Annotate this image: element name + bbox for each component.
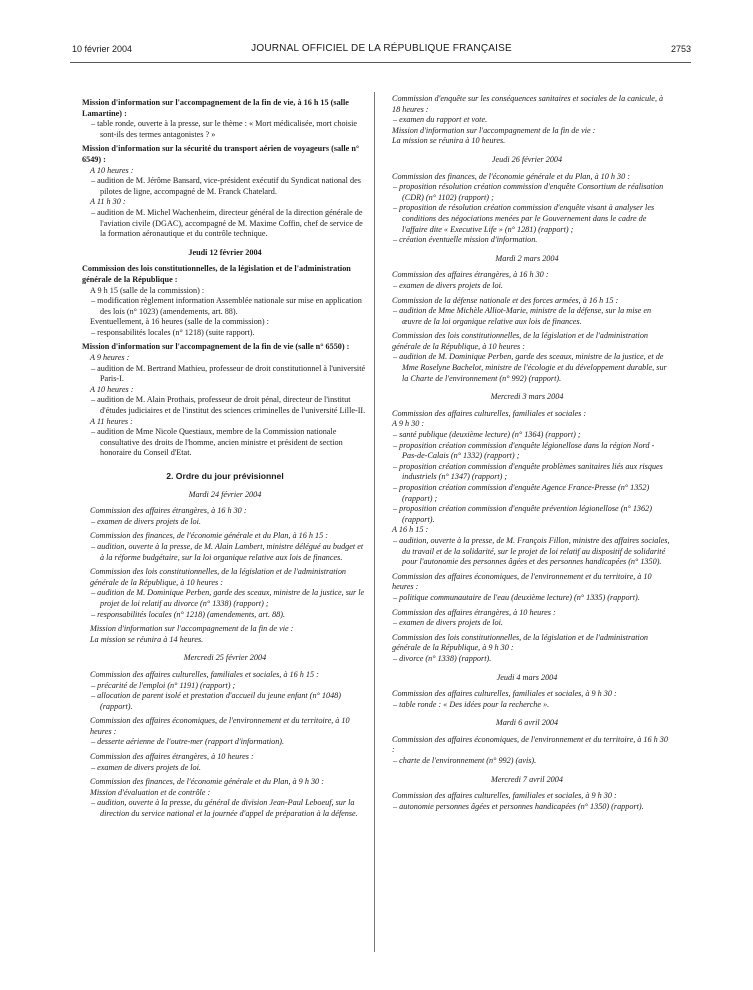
committee-line: Commission des lois constitutionnelles, de la législation et de l'administration générale de la République, à 10 heures : [392, 331, 649, 351]
committee-line: Mission d'information sur l'accompagnement de la fin de vie : [392, 125, 596, 135]
committee-line: Commission des lois constitutionnelles, de la législation et de l'administration générale de la République, à 9 h 30 : [392, 632, 649, 653]
section-heading: 2. Ordre du jour prévisionnel [166, 471, 284, 481]
agenda-item: – modification règlement information Assemblée nationale sur mise en application des lois (n° 1023) (amendements, art. 88). [91, 296, 362, 316]
agenda-item: – allocation de parent isolé et prestation d'accueil du jeune enfant (n° 1048) (rapport). [91, 691, 341, 711]
committee-line: Commission des affaires culturelles, familiales et sociales, à 16 h 15 : [90, 669, 319, 679]
agenda-item: – création éventuelle mission d'information. [393, 235, 538, 245]
committee-line: A 11 h 30 : [90, 197, 126, 207]
committee-line: Commission de la défense nationale et des forces armées, à 16 h 15 : [392, 295, 619, 305]
committee-line: Eventuellement, à 16 heures (salle de la commission) : [90, 317, 269, 327]
date-heading: Mercredi 3 mars 2004 [490, 392, 564, 402]
agenda-item: – proposition résolution création commission d'enquête Consortium de réalisation (CDR) (n° 1102) (rapport) ; [393, 182, 664, 202]
agenda-item: – examen de divers projets de loi. [393, 280, 503, 290]
agenda-item: – audition de M. Dominique Perben, garde des sceaux, ministre de la justice, sur le projet de loi relatif au divorce (n° 1338) (rapport) ; [91, 588, 365, 608]
page-header [72, 44, 691, 58]
column-divider [374, 92, 375, 952]
agenda-item: – santé publique (deuxième lecture) (n° 1364) (rapport) ; [393, 430, 581, 440]
section-title: Mission d'information sur l'accompagnement de la fin de vie (salle n° 6550) : [82, 342, 350, 352]
committee-line: Commission des finances, de l'économie générale et du Plan, à 9 h 30 : [90, 777, 324, 787]
journal-title: JOURNAL OFFICIEL DE LA RÉPUBLIQUE FRANÇAISE [251, 43, 512, 54]
agenda-item: – responsabilités locales (n° 1218) (amendements, art. 88). [91, 609, 285, 619]
agenda-item: – table ronde : « Des idées pour la recherche ». [393, 699, 550, 709]
agenda-item: – divorce (n° 1338) (rapport). [393, 653, 492, 663]
committee-line: A 9 h 15 (salle de la commission) : [90, 285, 205, 295]
date-heading: Jeudi 4 mars 2004 [496, 672, 558, 682]
committee-line: Commission des affaires étrangères, à 10 heures : [90, 752, 254, 762]
page-number: 2753 [670, 44, 691, 54]
committee-line: Mission d'information sur l'accompagnement de la fin de vie : [90, 624, 294, 634]
agenda-item: – politique communautaire de l'eau (deuxième lecture) (n° 1335) (rapport). [393, 592, 640, 602]
agenda-item: – desserte aérienne de l'outre-mer (rapport d'information). [91, 737, 285, 747]
date-heading: Mercredi 25 février 2004 [183, 653, 267, 663]
date-heading: Jeudi 12 février 2004 [188, 247, 262, 257]
agenda-item: – audition de M. Michel Wachenheim, directeur général de la direction générale de l'aviation civile (DGAC), accompagné de M. Maxime Coffin, chef de service de la formation aéronautique et du contrôle technique. [91, 207, 363, 239]
agenda-item: – responsabilités locales (n° 1218) (suite rapport). [91, 327, 255, 337]
agenda-item: – audition de M. Alain Prothais, professeur de droit pénal, directeur de l'institut d'études judiciaires et de l'institut des sciences criminelles de l'université Lille-II. [91, 395, 366, 416]
agenda-item: – proposition création commission d'enquête Agence France-Presse (n° 1352) (rapport) ; [393, 483, 650, 503]
committee-line: Commission des finances, de l'économie générale et du Plan, à 16 h 15 : [90, 531, 329, 541]
date-heading: Mardi 2 mars 2004 [495, 253, 559, 263]
committee-line: Commission des lois constitutionnelles, de la législation et de l'administration générale de la République, à 10 heures : [90, 567, 347, 587]
committee-line: La mission se réunira à 10 heures. [392, 136, 506, 146]
committee-line: A 11 heures : [90, 416, 133, 426]
agenda-item: – proposition création commission d'enquête prévention légionellose (n° 1362) (rapport). [393, 504, 652, 524]
agenda-item: – examen de divers projets de loi. [91, 762, 201, 772]
agenda-item: – proposition création commission d'enquête légionellose dans la région Nord - Pas-de-Calais (n° 1332) (rapport) ; [393, 440, 655, 461]
agenda-item: – charte de l'environnement (n° 992) (avis). [393, 756, 537, 766]
agenda-item: – audition de M. Bertrand Mathieu, professeur de droit constitutionnel à l'université Paris-I. [91, 363, 366, 384]
date-heading: Mercredi 7 avril 2004 [491, 774, 563, 784]
date-heading: Jeudi 26 février 2004 [491, 154, 563, 164]
committee-line: A 16 h 15 : [392, 525, 429, 535]
committee-line: Commission des affaires économiques, de l'environnement et du territoire, à 10 heures : [90, 716, 350, 736]
committee-line: Commission des affaires économiques, de l'environnement et du territoire, à 16 h 30 : [392, 734, 668, 755]
committee-line: Commission des affaires culturelles, familiales et sociales, à 9 h 30 : [392, 689, 617, 699]
agenda-item: – autonomie personnes âgées et personnes handicapées (n° 1350) (rapport). [393, 801, 644, 811]
committee-line: Commission des affaires étrangères, à 10 heures : [392, 607, 556, 617]
section-title: Mission d'information sur l'accompagnement de la fin de vie, à 16 h 15 (salle Lamartine) : [82, 98, 349, 118]
committee-line: Commission des affaires culturelles, familiales et sociales : [392, 408, 587, 418]
committee-line: Commission d'enquête sur les conséquences sanitaires et sociales de la canicule, à 18 heures : [392, 94, 664, 114]
agenda-item: – examen de divers projets de loi. [393, 618, 503, 628]
agenda-item: – table ronde, ouverte à la presse, sur le thème : « Mort médicalisée, mort choisie sont-ils des termes antagonistes ? » [91, 119, 358, 139]
committee-line: Commission des finances, de l'économie générale et du Plan, à 10 h 30 : [392, 171, 631, 181]
right-column [384, 94, 670, 812]
agenda-item: – audition de Mme Nicole Questiaux, membre de la Commission nationale consultative des droits de l'homme, ancien ministre et président de section honoraire du Conseil d'Etat. [91, 427, 343, 458]
committee-line: A 9 heures : [90, 353, 130, 363]
section-title: Mission d'information sur la sécurité du transport aérien de voyageurs (salle n° 6549) : [82, 144, 360, 164]
left-column [82, 94, 368, 820]
agenda-item: – examen de divers projets de loi. [91, 516, 201, 526]
agenda-item: – audition, ouverte à la presse, du général de division Jean-Paul Leboeuf, sur la direction du service national et la journée d'appel de préparation à la défense. [91, 798, 358, 819]
committee-line: Commission des affaires culturelles, familiales et sociales, à 9 h 30 : [392, 791, 617, 801]
agenda-item: – proposition de résolution création commission d'enquête visant à analyser les conditions des négociations menées par le Gouvernement dans le cadre de l'affaire dite « Executive Life » (n° 1281) (rapport) ; [393, 203, 655, 234]
agenda-item: – précarité de l'emploi (n° 1191) (rapport) ; [91, 680, 236, 690]
committee-line: A 10 heures : [90, 165, 134, 175]
committee-line: Commission des affaires étrangères, à 16 h 30 : [90, 506, 247, 516]
date-heading: Mardi 24 février 2004 [188, 489, 262, 499]
date-heading: Mardi 6 avril 2004 [495, 718, 559, 728]
committee-line: A 10 heures : [90, 384, 134, 394]
committee-line: Commission des affaires étrangères, à 16 h 30 : [392, 270, 549, 280]
header-date: 10 février 2004 [72, 44, 133, 54]
header-rule [70, 62, 691, 63]
agenda-item: – audition de Mme Michèle Alliot-Marie, ministre de la défense, sur la mise en œuvre de la loi organique relative aux lois de finances. [393, 306, 652, 326]
agenda-item: – proposition création commission d'enquête problèmes sanitaires liés aux risques industriels (n° 1347) (rapport) ; [393, 461, 663, 482]
committee-line: La mission se réunira à 14 heures. [90, 634, 204, 644]
committee-line: Mission d'évaluation et de contrôle : [90, 787, 211, 797]
committee-line: Commission des affaires économiques, de l'environnement et du territoire, à 10 heures : [392, 571, 652, 592]
agenda-item: – audition, ouverte à la presse, de M. Alain Lambert, ministre délégué au budget et à la réforme budgétaire, sur la loi organique relative aux lois de finances. [91, 541, 364, 562]
agenda-item: – audition de M. Dominique Perben, garde des sceaux, ministre de la justice, et de Mme Roselyne Bachelot, ministre de l'écologie et du développement durable, sur la Charte de l'environnement (n° 992) (rapport). [393, 352, 667, 383]
section-title: Commission des lois constitutionnelles, de la législation et de l'administration générale de la République : [82, 264, 351, 284]
agenda-item: – audition de M. Jérôme Bansard, vice-président exécutif du Syndicat national des pilotes de ligne, accompagné de M. Franck Chatelard. [91, 176, 361, 196]
committee-line: A 9 h 30 : [392, 419, 425, 429]
agenda-item: – audition, ouverte à la presse, de M. François Fillon, ministre des affaires sociales, du travail et de la solidarité, sur le projet de loi relatif au dispositif de solidarité pour l'autonomie des personnes âgées et des personnes handicapées (n° 1350). [393, 535, 670, 567]
agenda-item: – examen du rapport et vote. [393, 115, 488, 125]
